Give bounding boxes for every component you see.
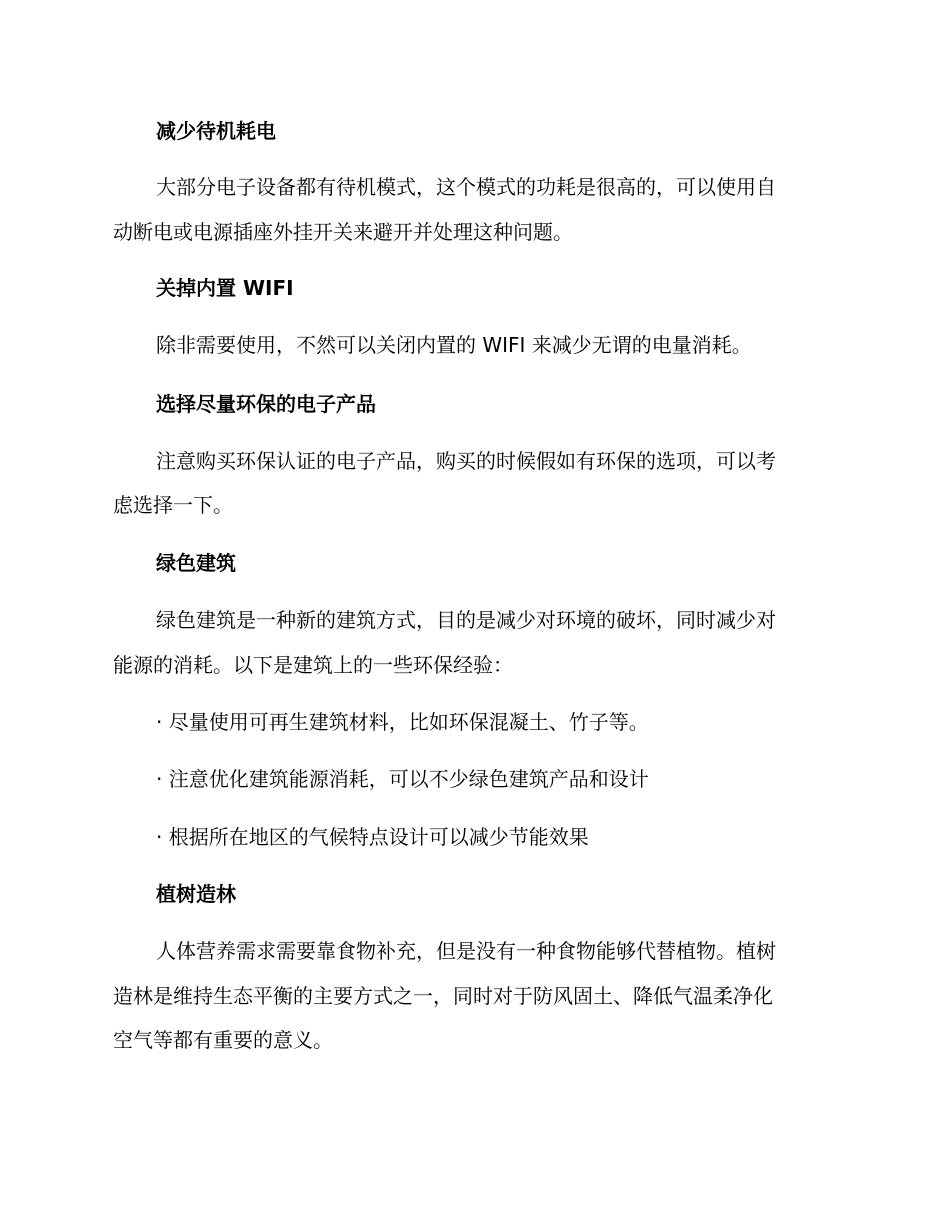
- paragraph-line: 绿色建筑是一种新的建筑方式，目的是减少对环境的破坏，同时减少对: [156, 608, 776, 632]
- section-heading-wifi: 关掉内置 WIFI: [156, 276, 294, 300]
- paragraph-line: 虑选择一下。: [113, 493, 233, 517]
- paragraph-line: 动断电或电源插座外挂开关来避开并处理这种问题。: [113, 220, 573, 244]
- paragraph-line: 造林是维持生态平衡的主要方式之一，同时对于防风固土、降低气温柔净化: [113, 984, 773, 1008]
- paragraph-line: 注意购买环保认证的电子产品，购买的时候假如有环保的选项，可以考: [156, 449, 776, 473]
- section-heading-standby-power: 减少待机耗电: [156, 119, 276, 143]
- paragraph-line: 能源的消耗。以下是建筑上的一些环保经验：: [113, 653, 513, 677]
- section-heading-eco-electronics: 选择尽量环保的电子产品: [156, 392, 376, 416]
- paragraph-line: 空气等都有重要的意义。: [113, 1028, 333, 1052]
- section-heading-green-building: 绿色建筑: [156, 551, 236, 575]
- paragraph-line: 人体营养需求需要靠食物补充，但是没有一种食物能够代替植物。植树: [156, 939, 776, 963]
- bullet-item: · 注意优化建筑能源消耗，可以不少绿色建筑产品和设计: [156, 767, 649, 791]
- bullet-item: · 根据所在地区的气候特点设计可以减少节能效果: [156, 825, 589, 849]
- paragraph-line: 除非需要使用，不然可以关闭内置的 WIFI 来减少无谓的电量消耗。: [156, 333, 752, 357]
- bullet-item: · 尽量使用可再生建筑材料，比如环保混凝土、竹子等。: [156, 710, 649, 734]
- paragraph-line: 大部分电子设备都有待机模式，这个模式的功耗是很高的，可以使用自: [156, 175, 776, 199]
- section-heading-afforestation: 植树造林: [156, 882, 236, 906]
